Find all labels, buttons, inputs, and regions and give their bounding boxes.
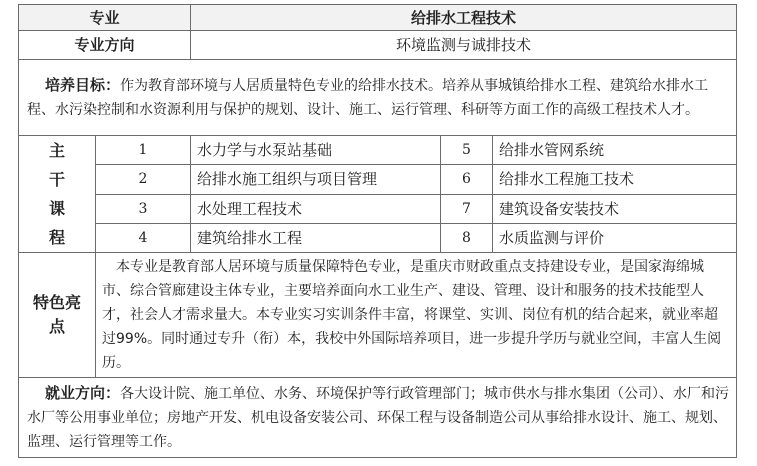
course-name: 水力学与水泵站基础 [191,136,441,165]
employment-cell [19,378,737,458]
course-name: 给排水工程施工技术 [493,165,737,194]
major-value: 给排水工程技术 [191,5,737,31]
courses-label-char: 课 [48,199,65,218]
employment-text: 各大设计院、施工单位、水务、环境保护等行政管理部门；城市供水与排水集团（公司）、水厂和污水厂等公用事业单位；房地产开发、机电设备安装公司、环保工程与设备制造公司从事给排水设计、施工、规划、监理、运行管理等工作。 [27,386,730,450]
direction-value: 环境监测与诚排技术 [191,31,737,60]
employment-label: 就业方向： [45,384,121,402]
objective-row [19,60,737,136]
course-row [19,194,737,223]
course-row [19,165,737,194]
highlights-paragraph: 本专业是教育部人居环境与质量保障特色专业，是重庆市财政重点支持建设专业，是国家海绵城市、综合管廊建设主体专业，主要培养面向水工业生产、建设、管理、设计和服务的技术技能型人才，社会人才需求量大。本专业实习实训条件丰富，将课堂、实训、岗位有机的结合起来，就业率超过99%。同时通过专升（衔）本，我校中外国际培养项目，进一步提升学历与就业空间，丰富人生阅历。 [102,259,722,371]
course-number: 4 [96,223,191,252]
courses-label-char: 主 [48,141,65,160]
highlights-label-line: 点 [48,317,65,336]
course-name: 建筑给排水工程 [191,223,441,252]
highlights-label [19,253,96,378]
course-number: 2 [96,165,191,194]
course-number: 3 [96,194,191,223]
objective-cell [19,60,737,136]
course-row [19,223,737,252]
course-name: 给排水施工组织与项目管理 [191,165,441,194]
courses-label-char: 干 [48,170,65,189]
course-name: 水处理工程技术 [191,194,441,223]
course-number: 6 [441,165,493,194]
course-number: 7 [441,194,493,223]
highlights-text [96,253,737,378]
courses-label [19,136,96,253]
major-label: 专业 [19,5,191,31]
direction-row [19,31,737,60]
header-row [19,5,737,31]
employment-row [19,378,737,458]
course-row [19,136,737,165]
course-number: 5 [441,136,493,165]
objective-text: 作为教育部环境与人居质量特色专业的给排水技术。培养从事城镇给排水工程、建筑给水排水工程、水污染控制和水资源利用与保护的规划、设计、施工、运行管理、科研等方面工作的高级工程技术人才。 [27,78,709,118]
course-number: 8 [441,223,493,252]
course-name: 建筑设备安装技术 [493,194,737,223]
major-info-table [18,4,737,458]
course-number: 1 [96,136,191,165]
course-name: 给排水管网系统 [493,136,737,165]
highlights-label-line: 特色亮 [32,293,81,312]
direction-label: 专业方向 [19,31,191,60]
highlights-row [19,253,737,378]
course-name: 水质监测与评价 [493,223,737,252]
courses-label-char: 程 [48,228,65,247]
objective-label: 培养目标： [45,76,121,94]
